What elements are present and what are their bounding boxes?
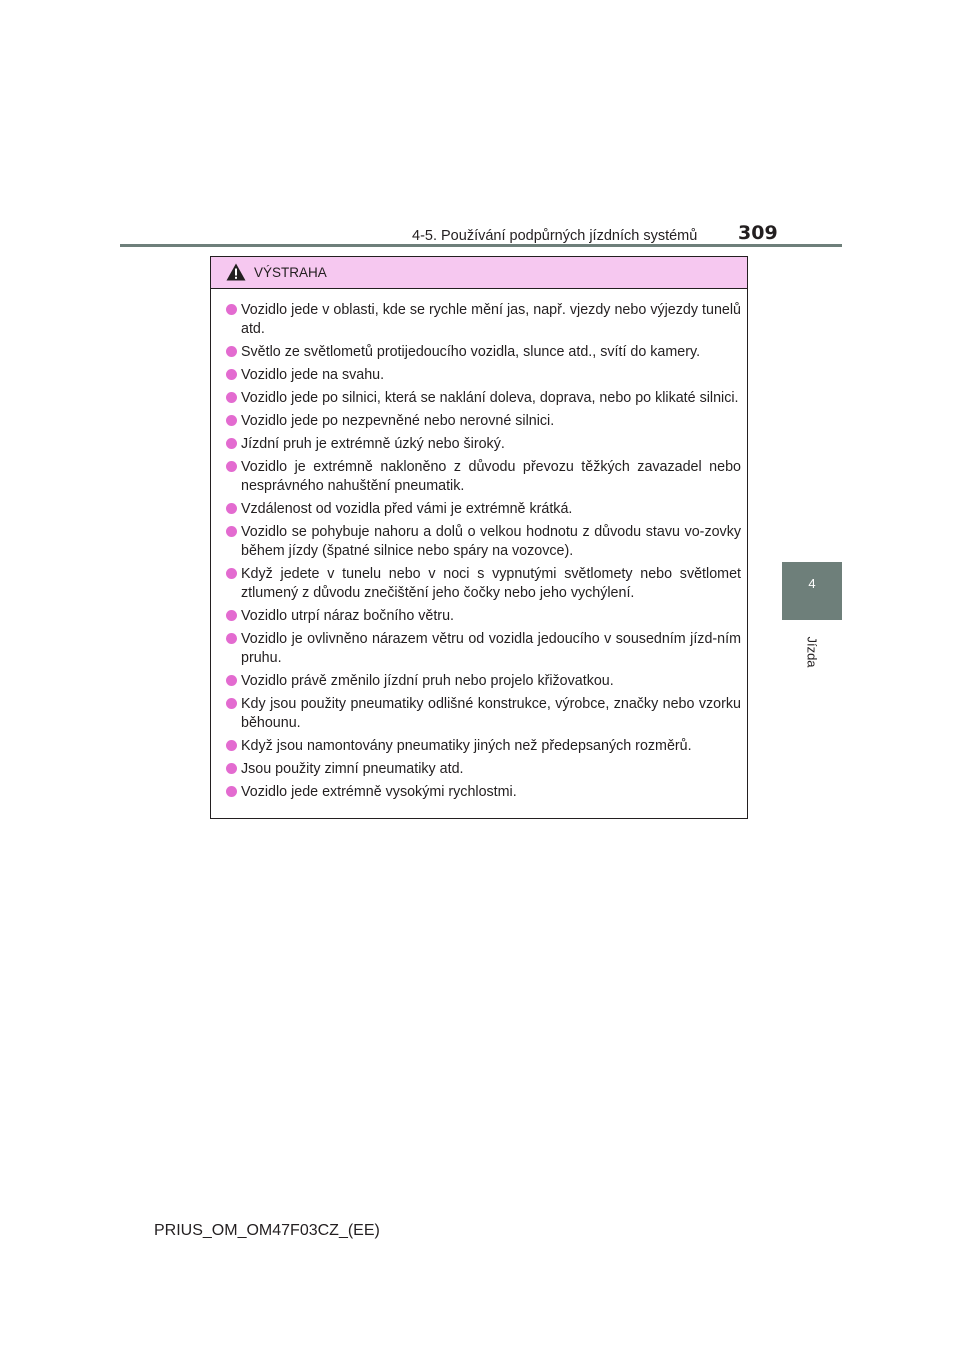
bullet-icon: [226, 740, 237, 751]
warning-item-text: Jsou použity zimní pneumatiky atd.: [241, 761, 464, 777]
warning-triangle-icon: [226, 263, 246, 281]
bullet-icon: [226, 392, 237, 403]
warning-item: [241, 672, 741, 691]
warning-item-text: Když jsou namontovány pneumatiky jiných než předepsaných rozměrů.: [241, 738, 692, 754]
bullet-icon: [226, 698, 237, 709]
warning-item: [241, 458, 741, 496]
warning-item-text: Vozidlo je ovlivněno nárazem větru od vozidla jedoucího v sousedním jízd-ním pruhu.: [241, 631, 741, 666]
warning-item-text: Když jedete v tunelu nebo v noci s vypnutými světlomety nebo světlomet ztlumený z důvodu znečištění jeho čočky nebo jeho vychýlení.: [241, 566, 741, 601]
warning-item: [241, 412, 741, 431]
warning-item-text: Jízdní pruh je extrémně úzký nebo široký.: [241, 436, 505, 452]
warning-item: [241, 695, 741, 733]
chapter-label: Jízda: [804, 636, 820, 668]
bullet-icon: [226, 568, 237, 579]
warning-item-text: Vozidlo jede extrémně vysokými rychlostmi.: [241, 784, 517, 800]
warning-item-text: Světlo ze světlometů protijedoucího vozidla, slunce atd., svítí do kamery.: [241, 344, 701, 360]
warning-item-text: Vozidlo jede na svahu.: [241, 367, 385, 383]
bullet-icon: [226, 369, 237, 380]
warning-item: [241, 630, 741, 668]
bullet-icon: [226, 763, 237, 774]
header-divider: [120, 244, 842, 247]
chapter-number: 4: [808, 576, 816, 591]
warning-item-text: Vozidlo utrpí náraz bočního větru.: [241, 608, 454, 624]
document-code: PRIUS_OM_OM47F03CZ_(EE): [154, 1222, 380, 1239]
bullet-icon: [226, 438, 237, 449]
warning-item: [241, 301, 741, 339]
bullet-icon: [226, 304, 237, 315]
warning-item-text: Vzdálenost od vozidla před vámi je extrémně krátká.: [241, 501, 573, 517]
warning-item-text: Vozidlo jede v oblasti, kde se rychle mění jas, např. vjezdy nebo výjezdy tunelů atd.: [241, 302, 741, 337]
bullet-icon: [226, 675, 237, 686]
bullet-icon: [226, 786, 237, 797]
bullet-icon: [226, 503, 237, 514]
warning-list: [211, 289, 747, 802]
warning-item-text: Vozidlo se pohybuje nahoru a dolů o velkou hodnotu z důvodu stavu vo-zovky během jízdy (špatné silnice nebo spáry na vozovce).: [241, 524, 741, 559]
bullet-icon: [226, 461, 237, 472]
warning-item: [241, 737, 741, 756]
bullet-icon: [226, 526, 237, 537]
warning-box: [210, 256, 748, 819]
warning-item-text: Vozidlo je extrémně nakloněno z důvodu převozu těžkých zavazadel nebo nesprávného nahuštění pneumatik.: [241, 459, 741, 494]
bullet-icon: [226, 633, 237, 644]
warning-item-text: Vozidlo právě změnilo jízdní pruh nebo projelo křižovatkou.: [241, 673, 614, 689]
warning-item-text: Vozidlo jede po nezpevněné nebo nerovné silnici.: [241, 413, 555, 429]
warning-item: [241, 523, 741, 561]
warning-item: [241, 783, 741, 802]
warning-item-text: Vozidlo jede po silnici, která se naklání doleva, doprava, nebo po klikaté silnici.: [241, 390, 739, 406]
warning-title: VÝSTRAHA: [254, 265, 327, 280]
warning-header: [211, 257, 747, 289]
bullet-icon: [226, 415, 237, 426]
warning-item-text: Kdy jsou použity pneumatiky odlišné konstrukce, výrobce, značky nebo vzorku běhounu.: [241, 696, 741, 731]
chapter-tab: [782, 562, 842, 620]
page-number: 309: [738, 222, 778, 244]
section-title: 4-5. Používání podpůrných jízdních systémů: [412, 228, 698, 244]
warning-item: [241, 500, 741, 519]
warning-item: [241, 343, 741, 362]
warning-item: [241, 389, 741, 408]
warning-item: [241, 565, 741, 603]
warning-item: [241, 435, 741, 454]
warning-item: [241, 760, 741, 779]
warning-item: [241, 607, 741, 626]
bullet-icon: [226, 610, 237, 621]
warning-item: [241, 366, 741, 385]
bullet-icon: [226, 346, 237, 357]
